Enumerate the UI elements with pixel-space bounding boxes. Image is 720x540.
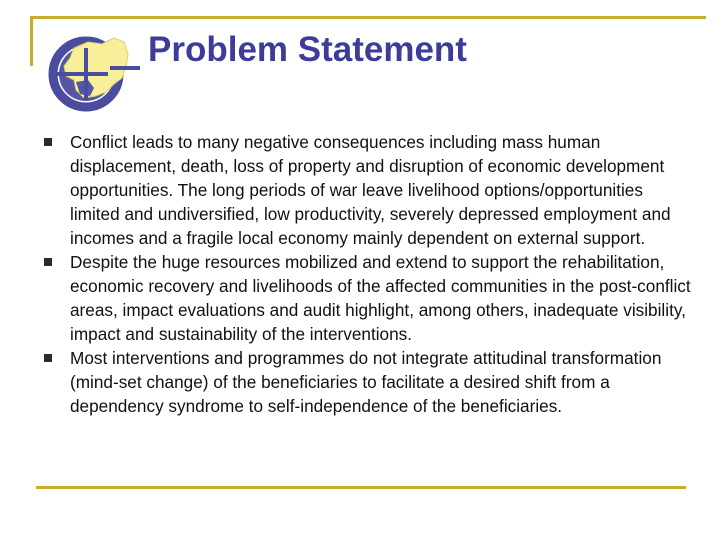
bullet-item xyxy=(42,346,692,418)
bullet-text: Despite the huge resources mobilized and extend to support the rehabilitation, economic recovery and livelihoods of the affected communities in the post-conflict areas, impact evaluations and audit highlight, among others, inadequate visibility, impact and sustainability of the interventions. xyxy=(70,252,691,344)
bullet-text: Most interventions and programmes do not integrate attitudinal transformation (mind-set change) of the beneficiaries to facilitate a desired shift from a dependency syndrome to self-independence of the beneficiaries. xyxy=(70,348,662,416)
slide-title: Problem Statement xyxy=(148,30,467,69)
bullet-text: Conflict leads to many negative consequences including mass human displacement, death, loss of property and disruption of economic development opportunities. The long periods of war leave livelihood options/opportunities limited and undiversified, low productivity, severely depressed employment and incomes and a fragile local economy mainly dependent on external support. xyxy=(70,132,671,248)
bullet-list xyxy=(42,130,692,418)
square-bullet-icon xyxy=(44,354,52,362)
bottom-rule xyxy=(36,486,686,489)
uganda-map-emblem-icon xyxy=(44,18,140,118)
square-bullet-icon xyxy=(44,138,52,146)
square-bullet-icon xyxy=(44,258,52,266)
left-rule xyxy=(30,16,33,66)
bullet-item xyxy=(42,130,692,250)
bullet-item xyxy=(42,250,692,346)
